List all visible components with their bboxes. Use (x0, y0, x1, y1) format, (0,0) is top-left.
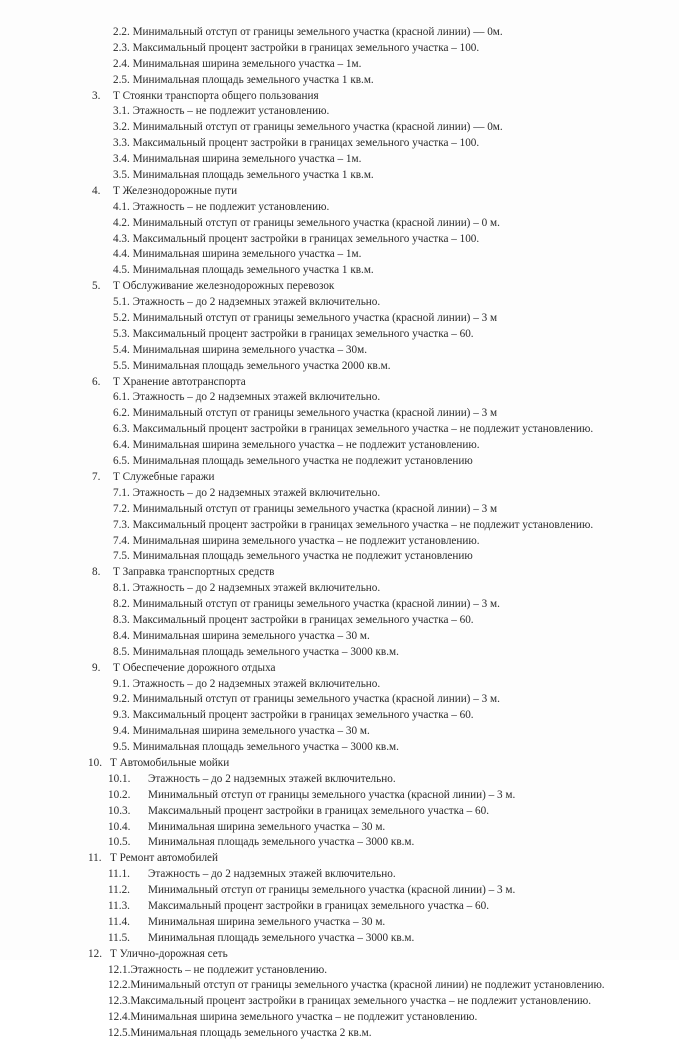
item-description: Минимальная площадь земельного участка 1 кв.м. (132, 73, 374, 86)
item-description: Минимальная ширина земельного участка – 30 м. (132, 725, 370, 738)
list-item (0, 994, 679, 1010)
section-heading (0, 756, 679, 772)
item-text (113, 295, 380, 311)
list-item (0, 41, 679, 57)
item-description: Минимальный отступ от границы земельного участка (красной линии) – 3 м. (148, 788, 516, 801)
item-description: Минимальный отступ от границы земельного участка (красной линии) — 0м. (132, 121, 503, 134)
list-item (0, 406, 679, 422)
item-number: 3.4. (113, 153, 130, 166)
item-description: Минимальная ширина земельного участка – не подлежит установлению. (132, 534, 480, 547)
item-description: Минимальная ширина земельного участка – 30 м. (148, 820, 386, 833)
list-item (0, 343, 679, 359)
item-description: Этажность – до 2 надземных этажей включительно. (132, 677, 381, 690)
list-item (0, 232, 679, 248)
item-number: 11.1. (108, 868, 130, 881)
item-description: Максимальный процент застройки в границах земельного участка – 100. (132, 232, 480, 245)
list-item (0, 327, 679, 343)
item-number: 7.1. (113, 486, 130, 499)
item-text (113, 549, 473, 565)
item-number: 2.3. (113, 41, 130, 54)
list-item (0, 629, 679, 645)
list-item (0, 390, 679, 406)
item-description: Максимальный процент застройки в границах земельного участка – 100. (132, 41, 480, 54)
item-text (113, 390, 380, 406)
item-text (113, 25, 503, 41)
list-item (0, 692, 679, 708)
list-item (0, 359, 679, 375)
regulations-list (0, 25, 679, 1042)
item-description: Минимальная площадь земельного участка 1 кв.м. (132, 169, 374, 182)
list-item (0, 104, 679, 120)
item-description: Минимальная площадь земельного участка не подлежит установлению (132, 455, 473, 468)
item-number: 2.2. (113, 26, 130, 38)
item-description: Минимальный отступ от границы земельного участка (красной линии) – 3 м (132, 407, 498, 420)
section-heading (0, 851, 679, 867)
item-text (113, 104, 329, 120)
item-number: 4.1. (113, 200, 130, 213)
item-number: 5.1. (113, 296, 130, 309)
item-text (113, 692, 500, 708)
item-description: Максимальный процент застройки в границах земельного участка – 60. (148, 804, 490, 817)
list-item (0, 25, 679, 41)
section-title: Т Улично-дорожная сеть (110, 947, 228, 960)
list-item (0, 438, 679, 454)
section-number: 3. (92, 89, 101, 102)
item-text (113, 645, 399, 661)
item-description: Максимальный процент застройки в границах земельного участка – 100. (132, 137, 480, 150)
item-number: 3.1. (113, 105, 130, 118)
item-text (108, 994, 591, 1010)
list-item (0, 263, 679, 279)
item-description: Минимальный отступ от границы земельного участка (красной линии) – 3 м (132, 502, 498, 515)
item-description: Минимальный отступ от границы земельного участка (красной линии) – 3 м. (132, 693, 500, 706)
item-description: Минимальный отступ от границы земельного участка (красной линии) – 3 м. (132, 598, 500, 611)
item-number: 7.2. (113, 502, 130, 515)
item-number: 12.1. (108, 963, 131, 976)
item-text (113, 232, 479, 248)
list-item (0, 645, 679, 661)
item-text (108, 1010, 477, 1026)
item-description: Минимальный отступ от границы земельного участка (красной линии) — 0м. (132, 26, 503, 38)
item-number: 9.5. (113, 741, 130, 754)
item-number: 5.3. (113, 327, 130, 340)
item-description: Этажность – не подлежит установлению. (130, 963, 328, 976)
item-number: 10.5. (108, 836, 131, 849)
list-item (0, 120, 679, 136)
list-item (0, 57, 679, 73)
list-item (0, 804, 679, 820)
item-description: Этажность – до 2 надземных этажей включительно. (132, 486, 381, 499)
item-text (113, 343, 367, 359)
item-number: 7.4. (113, 534, 130, 547)
item-description: Минимальный отступ от границы земельного участка (красной линии) – 0 м. (132, 216, 500, 229)
item-text (113, 581, 380, 597)
item-text (113, 168, 374, 184)
item-description: Минимальная ширина земельного участка – 30м. (132, 343, 367, 356)
list-item (0, 168, 679, 184)
list-item (0, 724, 679, 740)
section-title: Т Заправка транспортных средств (113, 566, 275, 579)
item-number: 11.2. (108, 884, 130, 897)
item-number: 8.5. (113, 645, 130, 658)
section-title: Т Обеспечение дорожного отдыха (113, 661, 276, 674)
item-text (113, 708, 474, 724)
item-number: 6.1. (113, 391, 130, 404)
item-text (113, 724, 370, 740)
section-number: 9. (92, 661, 101, 674)
item-description: Максимальный процент застройки в границах земельного участка – 60. (132, 709, 474, 722)
item-text (113, 152, 361, 168)
list-item (0, 454, 679, 470)
item-description: Минимальная ширина земельного участка – 1м. (132, 57, 362, 70)
section-title: Т Стоянки транспорта общего пользования (113, 89, 319, 102)
section-number: 8. (92, 566, 101, 579)
item-number: 2.5. (113, 73, 130, 86)
list-item (0, 772, 679, 788)
section-number: 6. (92, 375, 101, 388)
item-text (108, 963, 327, 979)
item-text (113, 422, 593, 438)
item-number: 11.3. (108, 899, 130, 912)
item-number: 9.3. (113, 709, 130, 722)
item-text (113, 120, 503, 136)
list-item (0, 152, 679, 168)
list-item (0, 835, 679, 851)
item-text (113, 613, 474, 629)
list-item (0, 247, 679, 263)
item-description: Минимальная ширина земельного участка – 1м. (132, 248, 362, 261)
item-number: 8.3. (113, 613, 130, 626)
item-description: Минимальная ширина земельного участка – 30 м. (148, 915, 386, 928)
list-item (0, 597, 679, 613)
item-number: 10.2. (108, 788, 131, 801)
section-heading (0, 661, 679, 677)
item-text (113, 41, 479, 57)
item-number: 8.2. (113, 598, 130, 611)
item-number: 9.4. (113, 725, 130, 738)
section-heading (0, 184, 679, 200)
item-text (113, 677, 380, 693)
list-item (0, 534, 679, 550)
list-item (0, 613, 679, 629)
item-text (113, 327, 474, 343)
list-item (0, 1010, 679, 1026)
item-number: 4.5. (113, 264, 130, 277)
item-description: Этажность – не подлежит установлению. (132, 105, 330, 118)
item-description: Минимальная ширина земельного участка – не подлежит установлению. (132, 439, 480, 452)
list-item (0, 820, 679, 836)
item-text (113, 263, 374, 279)
item-text (113, 57, 361, 73)
item-number: 3.2. (113, 121, 130, 134)
section-number: 5. (92, 280, 101, 293)
section-title: Т Служебные гаражи (113, 470, 215, 483)
item-number: 9.2. (113, 693, 130, 706)
item-text (113, 200, 329, 216)
item-description: Минимальная площадь земельного участка 1 кв.м. (132, 264, 374, 277)
item-text (113, 454, 473, 470)
item-description: Этажность – до 2 надземных этажей включительно. (148, 868, 396, 881)
section-title: Т Ремонт автомобилей (110, 852, 218, 865)
item-description: Этажность – не подлежит установлению. (132, 200, 330, 213)
item-description: Минимальный отступ от границы земельного участка (красной линии) – 3 м (132, 312, 498, 325)
list-item (0, 581, 679, 597)
list-item (0, 931, 679, 947)
list-item (0, 136, 679, 152)
item-description: Минимальный отступ от границы земельного участка (красной линии) – 3 м. (148, 884, 516, 897)
item-description: Минимальная площадь земельного участка – 3000 кв.м. (148, 931, 415, 944)
item-number: 9.1. (113, 677, 130, 690)
item-number: 12.3. (108, 995, 131, 1008)
item-number: 11.4. (108, 915, 130, 928)
section-heading (0, 947, 679, 963)
list-item (0, 963, 679, 979)
item-text (113, 629, 370, 645)
section-number: 11. (88, 852, 102, 865)
section-number: 10. (88, 756, 102, 769)
item-number: 5.4. (113, 343, 130, 356)
list-item (0, 422, 679, 438)
list-item (0, 518, 679, 534)
item-number: 6.3. (113, 423, 130, 436)
list-item (0, 311, 679, 327)
section-number: 4. (92, 184, 101, 197)
item-number: 6.2. (113, 407, 130, 420)
item-number: 12.5. (108, 1027, 131, 1040)
section-title: Т Железнодорожные пути (113, 184, 238, 197)
list-item (0, 708, 679, 724)
item-number: 11.5. (108, 931, 130, 944)
item-number: 4.4. (113, 248, 130, 261)
list-item (0, 740, 679, 756)
item-number: 8.1. (113, 582, 130, 595)
item-number: 10.4. (108, 820, 131, 833)
section-heading (0, 89, 679, 105)
item-text (108, 1026, 372, 1042)
item-text (113, 534, 480, 550)
item-text (113, 247, 361, 263)
item-description: Максимальный процент застройки в границах земельного участка – не подлежит установлению. (132, 518, 594, 531)
item-number: 4.2. (113, 216, 130, 229)
item-description: Минимальная площадь земельного участка – 3000 кв.м. (132, 645, 399, 658)
list-item (0, 1026, 679, 1042)
list-item (0, 486, 679, 502)
item-description: Максимальный процент застройки в границах земельного участка – не подлежит установлению. (130, 995, 592, 1008)
item-number: 4.3. (113, 232, 130, 245)
section-number: 7. (92, 470, 101, 483)
item-text (113, 311, 497, 327)
item-text (113, 359, 391, 375)
list-item (0, 915, 679, 931)
item-text (113, 518, 593, 534)
list-item (0, 788, 679, 804)
item-text (113, 438, 480, 454)
item-description: Этажность – до 2 надземных этажей включительно. (132, 582, 381, 595)
section-title: Т Автомобильные мойки (110, 756, 230, 769)
item-text (113, 597, 500, 613)
item-description: Этажность – до 2 надземных этажей включительно. (132, 296, 381, 309)
item-text (113, 502, 497, 518)
item-description: Минимальная ширина земельного участка – 1м. (132, 153, 362, 166)
list-item (0, 73, 679, 89)
item-number: 12.4. (108, 1011, 131, 1024)
item-description: Максимальный процент застройки в границах земельного участка – 60. (148, 899, 490, 912)
item-number: 10.3. (108, 804, 131, 817)
section-heading (0, 470, 679, 486)
section-number: 12. (88, 947, 102, 960)
item-text (113, 406, 497, 422)
item-description: Минимальная ширина земельного участка – не подлежит установлению. (130, 1011, 478, 1024)
item-description: Минимальный отступ от границы земельного участка (красной линии) не подлежит установлению. (130, 979, 605, 992)
item-number: 7.5. (113, 550, 130, 563)
list-item (0, 502, 679, 518)
section-heading (0, 375, 679, 391)
item-text (113, 740, 399, 756)
item-description: Минимальная площадь земельного участка 2 кв.м. (130, 1027, 372, 1040)
item-number: 6.4. (113, 439, 130, 452)
list-item (0, 295, 679, 311)
item-description: Минимальная площадь земельного участка 2000 кв.м. (132, 359, 391, 372)
item-number: 7.3. (113, 518, 130, 531)
section-heading (0, 279, 679, 295)
list-item (0, 549, 679, 565)
item-text (113, 216, 500, 232)
item-description: Минимальная площадь земельного участка не подлежит установлению (132, 550, 473, 563)
item-number: 2.4. (113, 57, 130, 70)
item-description: Минимальная площадь земельного участка – 3000 кв.м. (132, 741, 399, 754)
list-item (0, 883, 679, 899)
item-description: Этажность – до 2 надземных этажей включительно. (148, 772, 396, 785)
list-item (0, 216, 679, 232)
list-item (0, 677, 679, 693)
list-item (0, 867, 679, 883)
item-description: Этажность – до 2 надземных этажей включительно. (132, 391, 381, 404)
item-number: 10.1. (108, 772, 131, 785)
item-text (113, 73, 374, 89)
item-description: Максимальный процент застройки в границах земельного участка – 60. (132, 327, 474, 340)
section-heading (0, 565, 679, 581)
item-number: 12.2. (108, 979, 131, 992)
item-text (113, 486, 380, 502)
item-number: 6.5. (113, 455, 130, 468)
item-text (113, 136, 479, 152)
item-text (108, 978, 605, 994)
item-description: Минимальная площадь земельного участка – 3000 кв.м. (148, 836, 415, 849)
item-number: 3.3. (113, 137, 130, 150)
section-title: Т Обслуживание железнодорожных перевозок (113, 280, 335, 293)
item-description: Максимальный процент застройки в границах земельного участка – 60. (132, 613, 474, 626)
item-number: 8.4. (113, 629, 130, 642)
list-item (0, 978, 679, 994)
section-title: Т Хранение автотранспорта (113, 375, 246, 388)
item-number: 3.5. (113, 169, 130, 182)
item-description: Минимальная ширина земельного участка – 30 м. (132, 629, 370, 642)
item-number: 5.5. (113, 359, 130, 372)
list-item (0, 899, 679, 915)
item-number: 5.2. (113, 312, 130, 325)
list-item (0, 200, 679, 216)
item-description: Максимальный процент застройки в границах земельного участка – не подлежит установлению. (132, 423, 594, 436)
